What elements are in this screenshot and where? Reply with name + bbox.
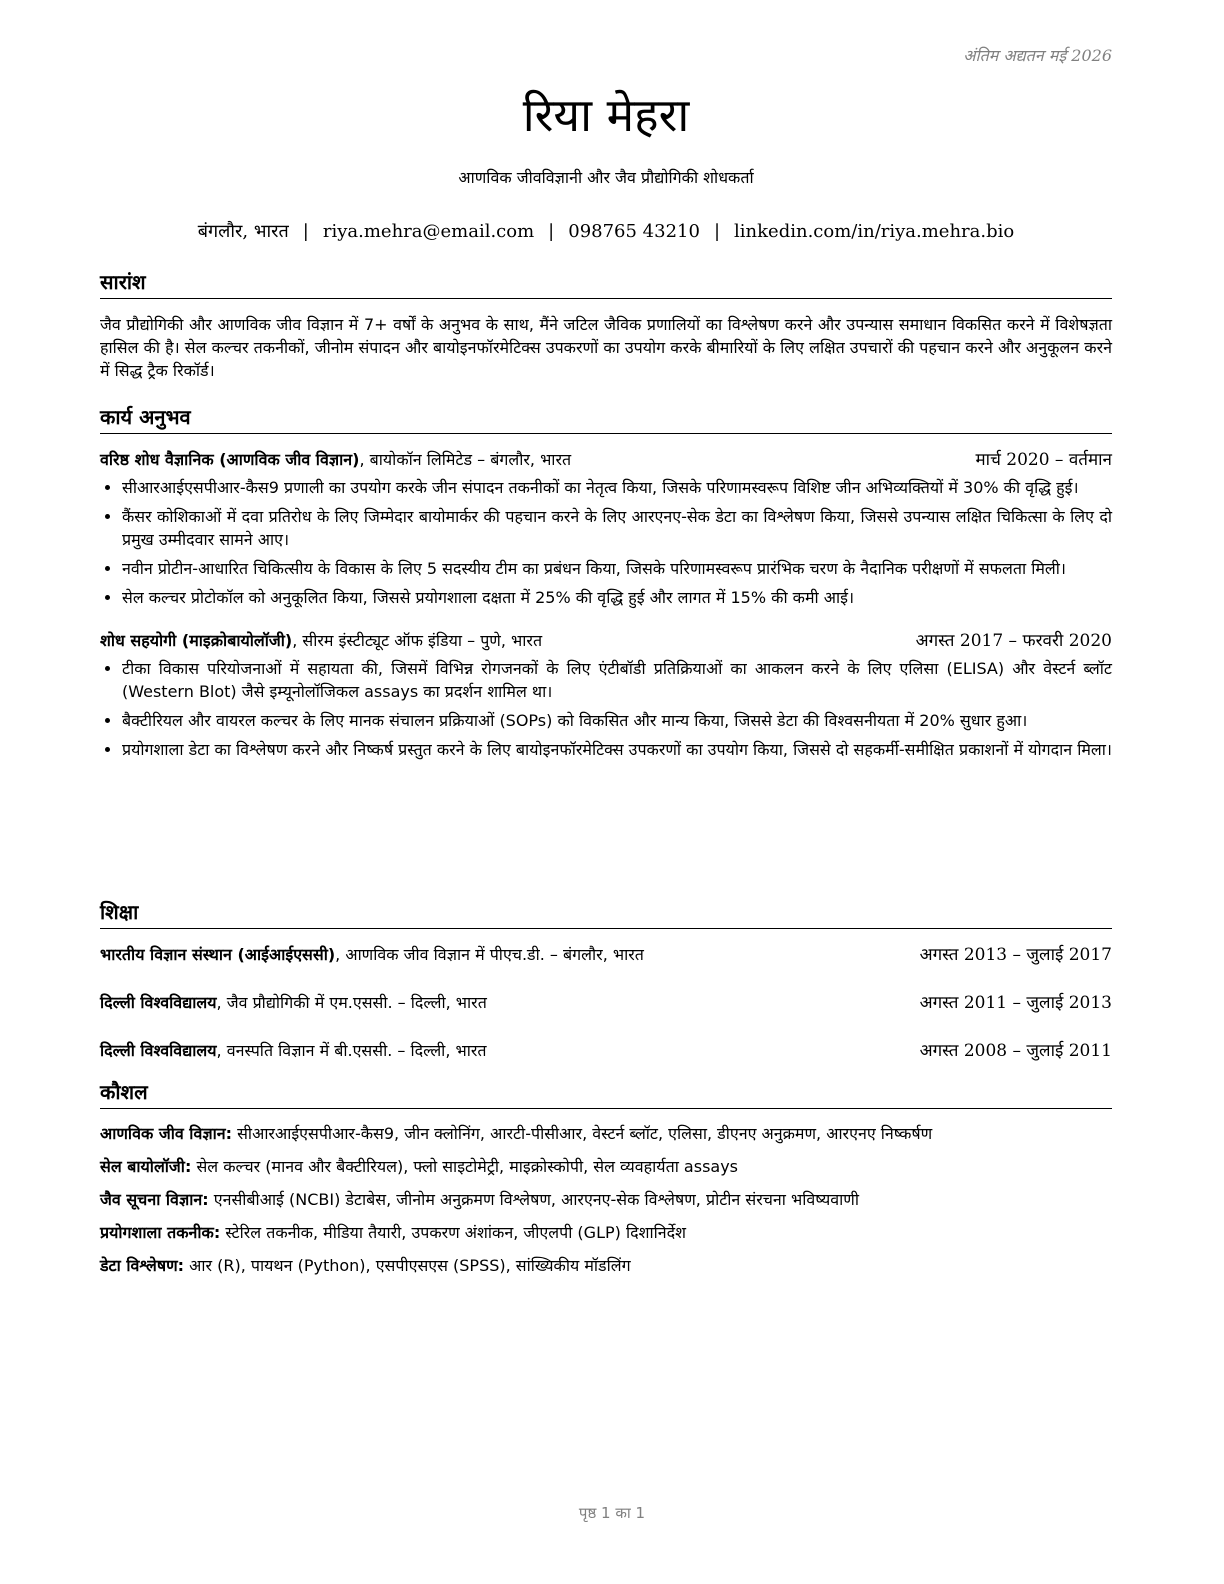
education-dates: अगस्त 2008 – जुलाई 2011 (919, 1041, 1112, 1061)
education-degree: , जैव प्रौद्योगिकी में एम.एससी. – दिल्ली, भारत (216, 993, 487, 1012)
job-org: , बायोकॉन लिमिटेड – बंगलौर, भारत (359, 450, 572, 469)
candidate-name: रिया मेहरा (522, 88, 690, 142)
section-title-education: शिक्षा (100, 898, 1112, 929)
experience-section (100, 403, 1112, 767)
job-header (100, 448, 1112, 472)
skill-value: सेल कल्चर (मानव और बैक्टीरियल), फ्लो साइटोमेट्री, माइक्रोस्कोपी, सेल व्यवहार्यता assays (191, 1157, 739, 1176)
job-bullet: • बैक्टीरियल और वायरल कल्चर के लिए मानक संचालन प्रक्रियाओं (SOPs) को विकसित और मान्य किया, जिससे डेटा की विश्वसनीयता में 20% सुधार हुआ। (122, 709, 1112, 732)
skill-value: सीआरआईएसपीआर-कैस9, जीन क्लोनिंग, आरटी-पीसीआर, वेस्टर्न ब्लॉट, एलिसा, डीएनए अनुक्रमण, आरएनए निष्कर्षण (232, 1124, 933, 1143)
job-bullets (100, 657, 1112, 761)
education-line (100, 991, 487, 1015)
skill-row (100, 1156, 1112, 1178)
contact-separator: | (548, 221, 555, 242)
section-title-experience: कार्य अनुभव (100, 403, 1112, 434)
job-role: वरिष्ठ शोध वैज्ञानिक (आणविक जीव विज्ञान) (100, 450, 360, 469)
education-entry (100, 1039, 1112, 1063)
job-dates: अगस्त 2017 – फरवरी 2020 (915, 631, 1112, 651)
job-title-line (100, 629, 542, 653)
education-entry (100, 943, 1112, 967)
section-title-skills: कौशल (100, 1078, 1112, 1109)
skill-label: आणविक जीव विज्ञान: (100, 1124, 233, 1143)
contact-separator: | (302, 221, 309, 242)
education-entry (100, 991, 1112, 1015)
skill-row (100, 1255, 1112, 1277)
education-degree: , वनस्पति विज्ञान में बी.एससी. – दिल्ली, भारत (216, 1041, 487, 1060)
skill-value: एनसीबीआई (NCBI) डेटाबेस, जीनोम अनुक्रमण विश्लेषण, आरएनए-सेक विश्लेषण, प्रोटीन संरचना भविष्यवाणी (208, 1190, 860, 1209)
skill-value: आर (R), पायथन (Python), एसपीएसएस (SPSS), सांख्यिकीय मॉडलिंग (184, 1256, 631, 1275)
skill-label: सेल बायोलॉजी: (100, 1157, 192, 1176)
page-number: पृष्ठ 1 का 1 (578, 1504, 646, 1522)
skill-value: स्टेरिल तकनीक, मीडिया तैयारी, उपकरण अंशांकन, जीएलपी (GLP) दिशानिर्देश (220, 1223, 687, 1242)
education-line (100, 1039, 487, 1063)
job-title-line (100, 448, 571, 472)
education-school: दिल्ली विश्वविद्यालय (100, 1041, 217, 1060)
job-bullet: • नवीन प्रोटीन-आधारित चिकित्सीय के विकास के लिए 5 सदस्यीय टीम का प्रबंधन किया, जिसके परिणामस्वरूप प्रारंभिक चरण के नैदानिक परीक्षणों में सफलता मिली। (122, 557, 1112, 580)
contact-separator: | (713, 221, 721, 242)
job-bullet: • सीआरआईएसपीआर-कैस9 प्रणाली का उपयोग करके जीन संपादन तकनीकों का नेतृत्व किया, जिसके परिणामस्वरूप विशिष्ट जीन अभिव्यक्तियों में 30% की वृद्धि हुई। (122, 476, 1112, 499)
skill-row (100, 1222, 1112, 1244)
contact-linkedin[interactable]: linkedin.com/in/riya.mehra.bio (734, 221, 1015, 242)
education-dates: अगस्त 2013 – जुलाई 2017 (919, 945, 1112, 965)
skills-section (100, 1078, 1112, 1277)
contact-phone: 098765 43210 (568, 221, 700, 242)
contact-line (100, 219, 1112, 243)
job-org: , सीरम इंस्टीट्यूट ऑफ इंडिया – पुणे, भारत (292, 631, 543, 650)
summary-section (100, 268, 1112, 382)
headline: आणविक जीवविज्ञानी और जैव प्रौद्योगिकी शोधकर्ता (458, 168, 754, 187)
contact-location: बंगलौर, भारत (197, 221, 289, 242)
education-school: भारतीय विज्ञान संस्थान (आईआईएससी) (100, 945, 336, 964)
skill-label: जैव सूचना विज्ञान: (100, 1190, 209, 1209)
summary-text: जैव प्रौद्योगिकी और आणविक जीव विज्ञान में 7+ वर्षों के अनुभव के साथ, मैंने जटिल जैविक प्रणालियों का विश्लेषण करने और उपन्यास समाधान विकसित करने में विशेषज्ञता हासिल की है। सेल कल्चर तकनीकों, जीनोम संपादन और बायोइनफॉरमेटिक्स उपकरणों का उपयोग करके बीमारियों के लिए लक्षित उपचारों की पहचान करने और अनुकूलन करने में सिद्ध ट्रैक रिकॉर्ड। (100, 315, 1112, 380)
job-bullet: • सेल कल्चर प्रोटोकॉल को अनुकूलित किया, जिससे प्रयोगशाला दक्षता में 25% की वृद्धि हुई और लागत में 15% की कमी आई। (122, 586, 1112, 609)
job-dates: मार्च 2020 – वर्तमान (975, 450, 1112, 470)
job-role: शोध सहयोगी (माइक्रोबायोलॉजी) (100, 631, 293, 650)
job-bullet: • टीका विकास परियोजनाओं में सहायता की, जिसमें विभिन्न रोगजनकों के लिए एंटीबॉडी प्रतिक्रियाओं का आकलन करने के लिए एलिसा (ELISA) और वेस्टर्न ब्लॉट (Western Blot) जैसे इम्यूनोलॉजिकल assays का प्रदर्शन शामिल था। (122, 657, 1112, 703)
education-degree: , आणविक जीव विज्ञान में पीएच.डी. – बंगलौर, भारत (335, 945, 644, 964)
job-bullet: • कैंसर कोशिकाओं में दवा प्रतिरोध के लिए जिम्मेदार बायोमार्कर की पहचान करने के लिए आरएनए-सेक डेटा का विश्लेषण किया, जिससे उपन्यास लक्षित चिकित्सा के लिए दो प्रमुख उम्मीदवार सामने आए। (122, 505, 1112, 551)
section-title-summary: सारांश (100, 268, 1112, 299)
education-line (100, 943, 644, 967)
contact-email[interactable]: riya.mehra@email.com (322, 221, 535, 242)
skill-row (100, 1123, 1112, 1145)
education-section (100, 898, 1112, 1063)
job-header (100, 629, 1112, 653)
skill-row (100, 1189, 1112, 1211)
education-dates: अगस्त 2011 – जुलाई 2013 (919, 993, 1112, 1013)
job-entry (100, 629, 1112, 761)
skill-label: प्रयोगशाला तकनीक: (100, 1223, 221, 1242)
job-bullet: • प्रयोगशाला डेटा का विश्लेषण करने और निष्कर्ष प्रस्तुत करने के लिए बायोइनफॉरमेटिक्स उपकरणों का उपयोग किया, जिससे दो सहकर्मी-समीक्षित प्रकाशनों में योगदान मिला। (122, 738, 1112, 761)
job-bullets (100, 476, 1112, 609)
last-updated: अंतिम अद्यतन मई 2026 (963, 46, 1112, 65)
skill-label: डेटा विश्लेषण: (100, 1256, 185, 1275)
job-entry (100, 448, 1112, 609)
education-school: दिल्ली विश्वविद्यालय (100, 993, 217, 1012)
